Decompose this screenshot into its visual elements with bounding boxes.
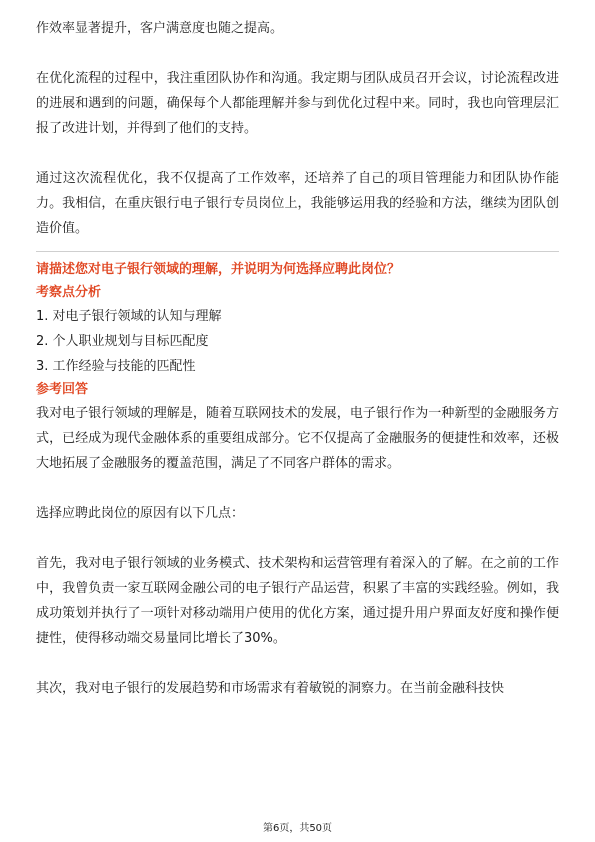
spacer [36,41,559,66]
page-content [36,16,559,701]
spacer [36,526,559,551]
analysis-heading: 考察点分析 [36,285,102,300]
answer-paragraph-reasons-intro: 选择应聘此岗位的原因有以下几点： [36,506,245,521]
answer-heading: 参考回答 [36,382,89,397]
answer-paragraph-understanding: 我对电子银行领域的理解是，随着互联网技术的发展，电子银行作为一种新型的金融服务方式，已经成为现代金融体系的重要组成部分。它不仅提高了金融服务的便捷性和效率，还极大地拓展了金融服务的覆盖范围，满足了不同客户群体的需求。 [36,406,559,471]
answer-paragraph-second-reason: 其次，我对电子银行的发展趋势和市场需求有着敏锐的洞察力。在当前金融科技快 [36,681,505,696]
analysis-item: 2. 个人职业规划与目标匹配度 [36,334,209,349]
answer-paragraph-first-reason: 首先，我对电子银行领域的业务模式、技术架构和运营管理有着深入的了解。在之前的工作中，我曾负责一家互联网金融公司的电子银行产品运营，积累了丰富的实践经验。例如，我成功策划并执行了一项针对移动端用户使用的优化方案，通过提升用户界面友好度和操作便捷性，使得移动端交易量同比增长了30%。 [36,556,559,646]
interview-question: 请描述您对电子银行领域的理解，并说明为何选择应聘此岗位？ [36,262,401,277]
section-divider [36,251,559,252]
paragraph-intro-tail: 作效率显著提升，客户满意度也随之提高。 [36,21,284,36]
paragraph-collaboration: 在优化流程的过程中，我注重团队协作和沟通。我定期与团队成员召开会议，讨论流程改进的进展和遇到的问题，确保每个人都能理解并参与到优化过程中来。同时，我也向管理层汇报了改进计划，并得到了他们的支持。 [36,71,559,136]
analysis-item: 3. 工作经验与技能的匹配性 [36,359,196,374]
spacer [36,476,559,501]
paragraph-summary: 通过这次流程优化，我不仅提高了工作效率，还培养了自己的项目管理能力和团队协作能力。我相信，在重庆银行电子银行专员岗位上，我能够运用我的经验和方法，继续为团队创造价值。 [36,171,559,236]
page-number: 第6页，共50页 [262,823,333,834]
analysis-item: 1. 对电子银行领域的认知与理解 [36,309,222,324]
spacer [36,141,559,166]
analysis-list [36,304,559,379]
spacer [36,651,559,676]
